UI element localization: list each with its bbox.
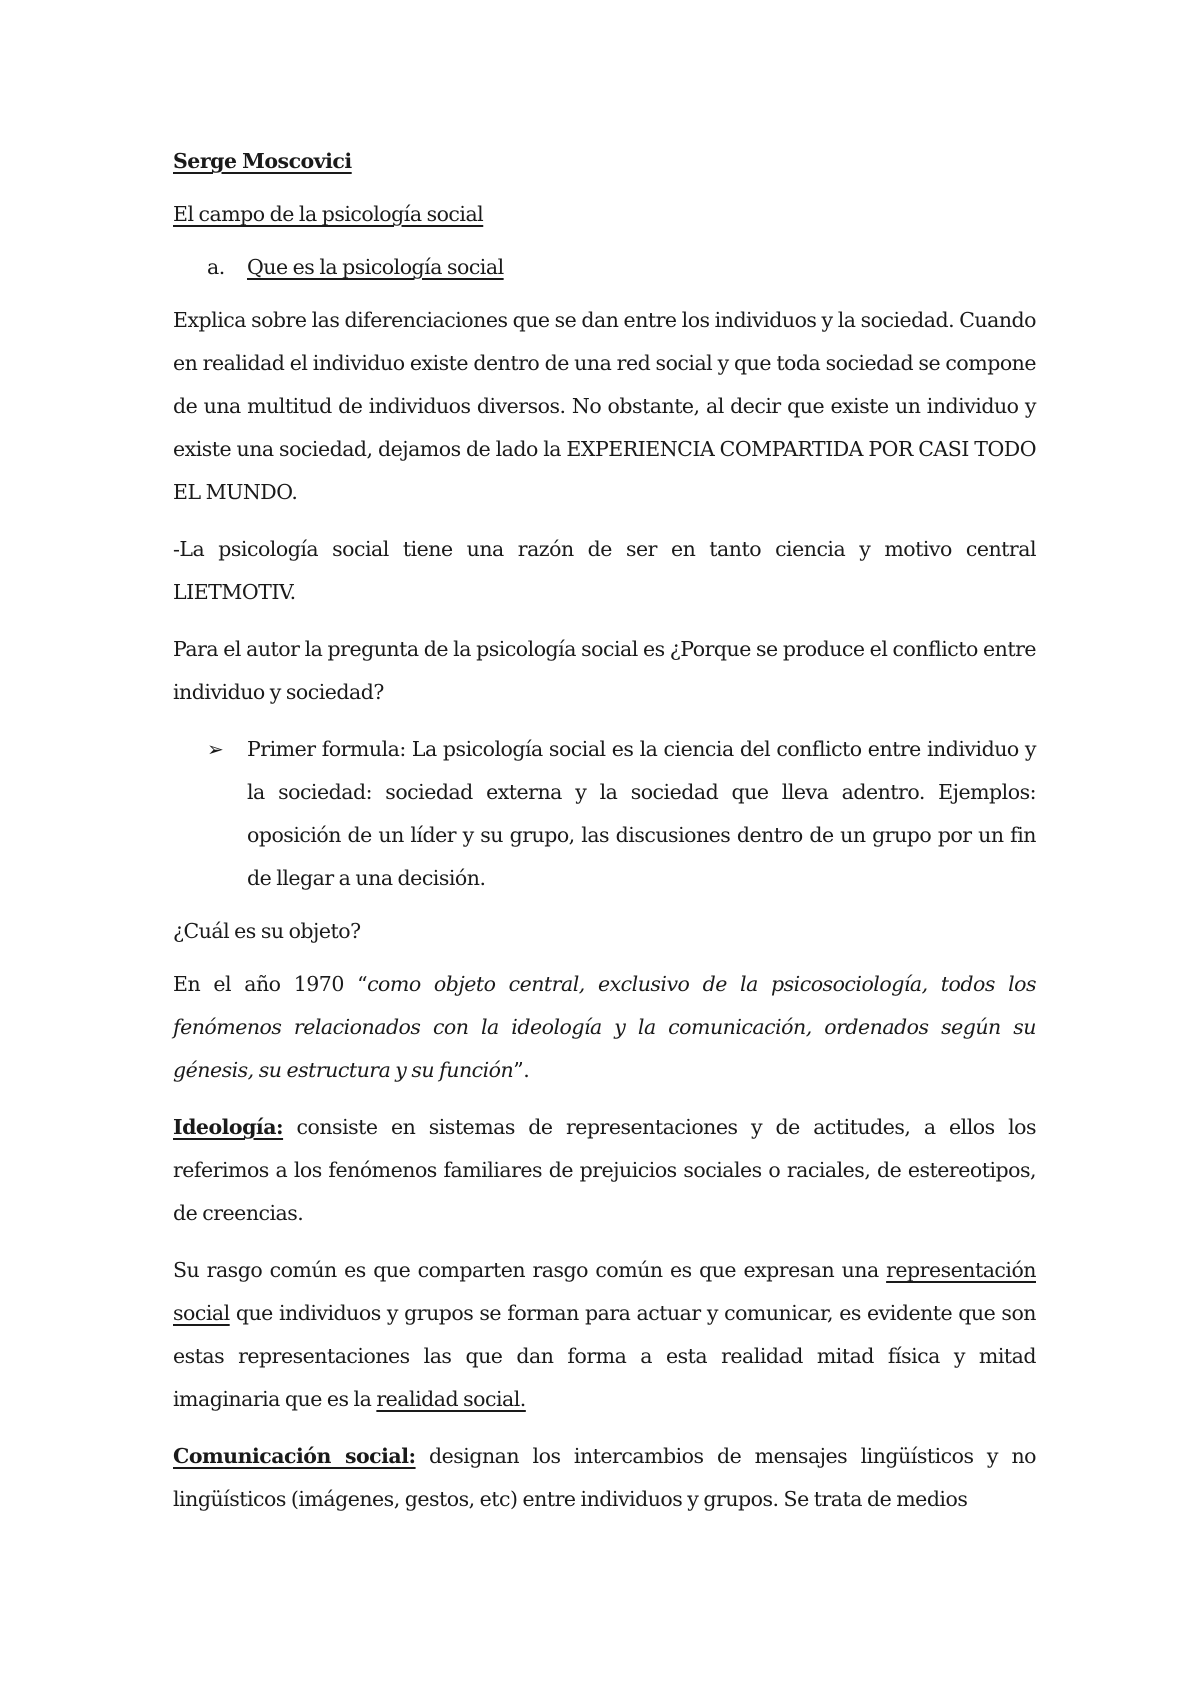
arrow-bullet-icon: ➢ [207, 737, 224, 761]
section-heading: El campo de la psicología social [173, 202, 484, 226]
bullet-item [173, 728, 1036, 900]
paragraph-6 [173, 1249, 1036, 1421]
paragraph-4-tail: ”. [513, 1058, 530, 1082]
list-marker: a. [207, 255, 225, 279]
paragraph-6-part2: que individuos y grupos se forman para actuar y comunicar, es evidente que son estas representaciones las que dan forma a esta realidad mitad física y mitad imaginaria que es la [173, 1301, 1036, 1411]
paragraph-7 [173, 1435, 1036, 1521]
paragraph-4 [173, 963, 1036, 1092]
term-comunicacion-social: Comunicación social: [173, 1444, 416, 1468]
underlined-realidad-social: realidad social. [376, 1387, 526, 1411]
list-item-text: Que es la psicología social [247, 255, 504, 279]
paragraph-4-quote: como objeto central, exclusivo de la psicosociología, todos los fenómenos relacionados con la ideología y la comunicación, ordenados según su génesis, su estructura y su función [173, 972, 1036, 1082]
paragraph-4-lead: En el año 1970 “ [173, 972, 368, 996]
bullet-text: Primer formula: La psicología social es la ciencia del conflicto entre individuo y la sociedad: sociedad externa y la sociedad que lleva adentro. Ejemplos: oposición de un líder y su grupo, las discusiones dentro de un grupo por un fin de llegar a una decisión. [247, 737, 1036, 890]
list-item-a [173, 246, 1036, 289]
paragraph-5-text: consiste en sistemas de representaciones y de actitudes, a ellos los referimos a los fenómenos familiares de prejuicios sociales o raciales, de estereotipos, de creencias. [173, 1115, 1036, 1225]
paragraph-6-part1: Su rasgo común es que comparten rasgo común es que expresan una [173, 1258, 887, 1282]
paragraph-7-text: designan los intercambios de mensajes lingüísticos y no lingüísticos (imágenes, gestos, etc) entre individuos y grupos. Se trata de medios [173, 1444, 1036, 1511]
paragraph-2: -La psicología social tiene una razón de ser en tanto ciencia y motivo central LIETMOTIV. [173, 537, 1036, 604]
document-body [173, 140, 1036, 1521]
paragraph-1: Explica sobre las diferenciaciones que se dan entre los individuos y la sociedad. Cuando en realidad el individuo existe dentro de una red social y que toda sociedad se compone de una multitud de individuos diversos. No obstante, al decir que existe un individuo y existe una sociedad, dejamos de lado la EXPERIENCIA COMPARTIDA POR CASI TODO EL MUNDO. [173, 308, 1036, 504]
question-heading: ¿Cuál es su objeto? [173, 919, 361, 943]
underlined-representacion-social: representación social [173, 1258, 1036, 1325]
term-ideologia: Ideología: [173, 1115, 284, 1139]
document-title: Serge Moscovici [173, 149, 352, 173]
paragraph-5 [173, 1106, 1036, 1235]
paragraph-3: Para el autor la pregunta de la psicología social es ¿Porque se produce el conflicto entre individuo y sociedad? [173, 637, 1036, 704]
